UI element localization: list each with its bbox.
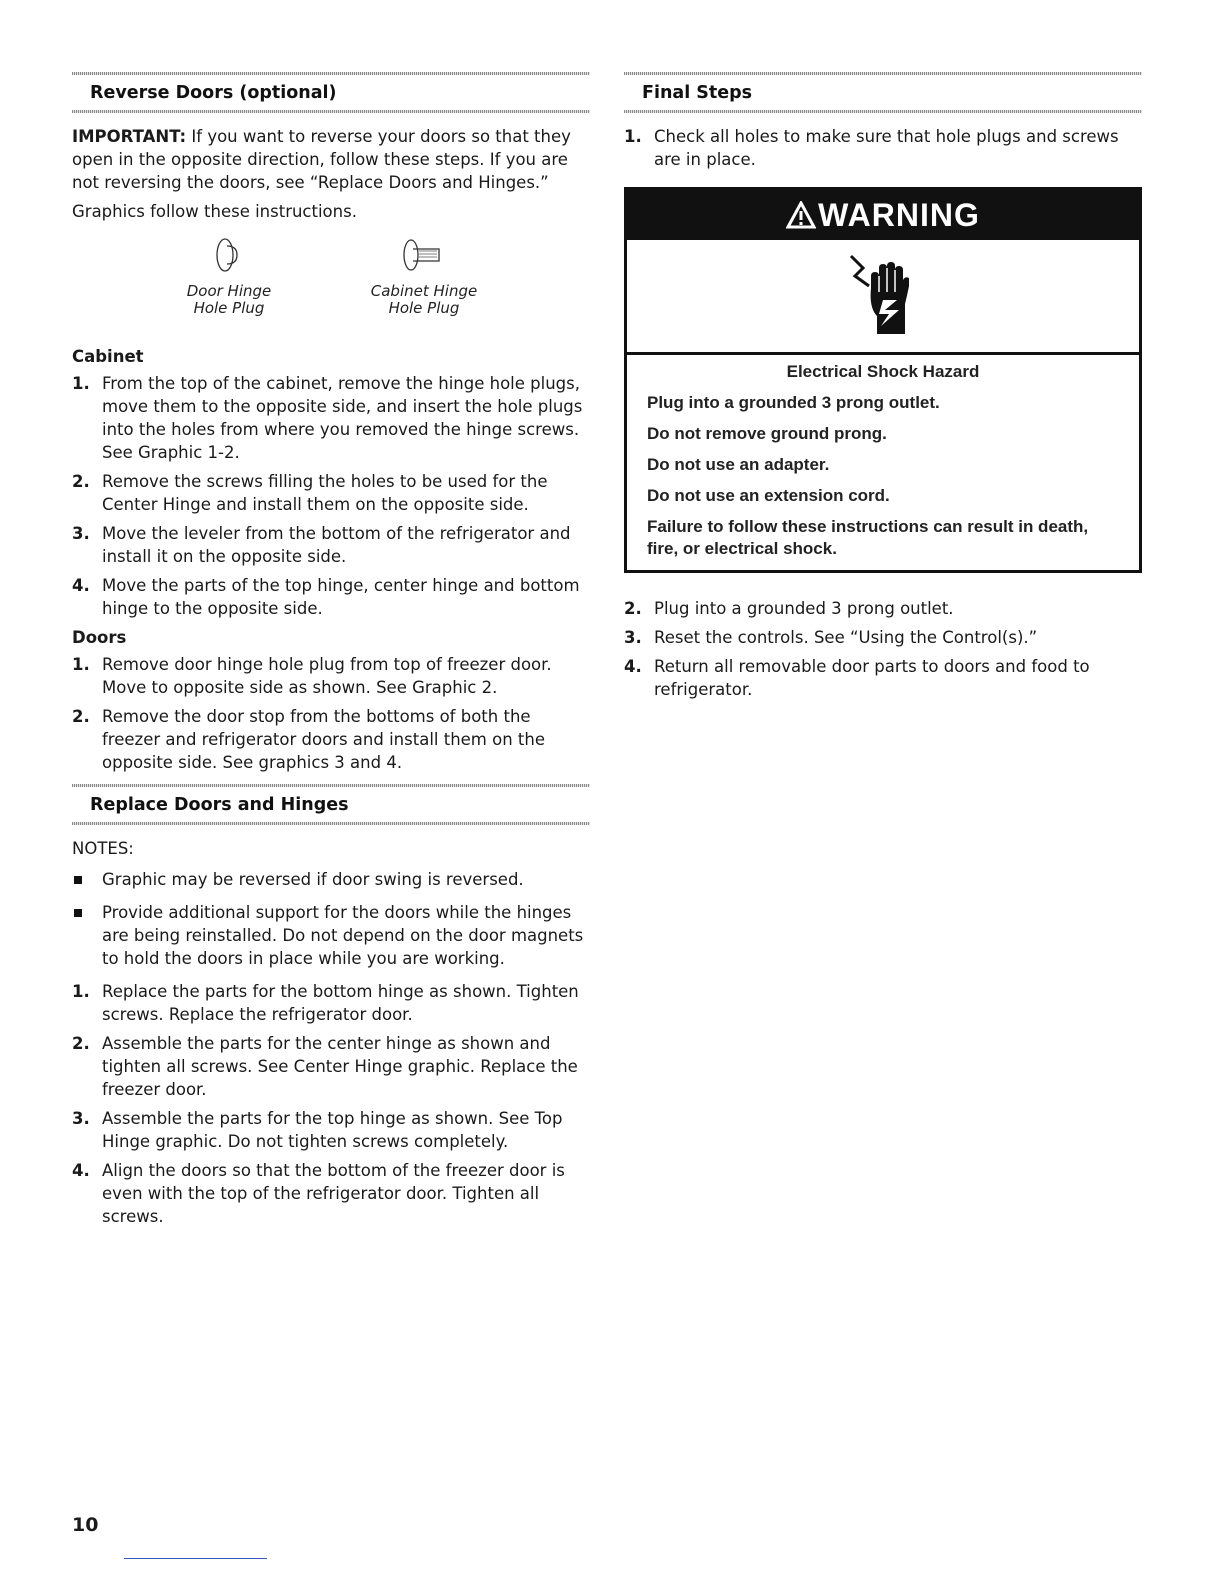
list-item xyxy=(624,626,1142,649)
list-item xyxy=(72,901,590,970)
step-text: Remove the door stop from the bottoms of both the freezer and refrigerator doors and install them on the opposite side. See graphics 3 and 4. xyxy=(102,707,546,772)
final-steps-header xyxy=(624,72,1142,113)
warning-body xyxy=(627,355,1139,570)
warning-line: Failure to follow these instructions can result in death, fire, or electrical shock. xyxy=(647,517,1089,558)
note-text: Provide additional support for the doors while the hinges are being reinstalled. Do not depend on the door magnets to hold the doors in place while you are working. xyxy=(102,903,584,968)
warning-line: Do not use an extension cord. xyxy=(647,486,890,505)
list-item xyxy=(624,125,1142,171)
cabinet-hinge-hole-plug-icon xyxy=(389,227,459,283)
step-number: 2. xyxy=(624,599,642,618)
step-text: Check all holes to make sure that hole plugs and screws are in place. xyxy=(654,127,1119,169)
bullet-icon xyxy=(74,876,82,884)
note-text: Graphic may be reversed if door swing is reversed. xyxy=(102,870,524,889)
step-number: 1. xyxy=(624,127,642,146)
page-number: 10 xyxy=(72,1514,99,1536)
list-item xyxy=(72,470,590,516)
shock-hazard-image xyxy=(627,240,1139,355)
hole-plug-graphics xyxy=(72,227,590,339)
hazard-title: Electrical Shock Hazard xyxy=(786,362,980,381)
step-text: Remove the screws filling the holes to be used for the Center Hinge and install them on the opposite side. xyxy=(102,472,548,514)
final-steps-title: Final Steps xyxy=(642,83,753,103)
warning-title: WARNING xyxy=(818,196,980,233)
important-label: IMPORTANT: xyxy=(72,127,187,146)
step-number: 2. xyxy=(72,707,90,726)
list-item xyxy=(72,868,590,891)
door-hinge-hole-plug-icon xyxy=(199,227,259,283)
warning-line: Do not remove ground prong. xyxy=(647,424,887,443)
step-number: 3. xyxy=(624,628,642,647)
final-steps-rest xyxy=(624,597,1142,701)
door-hinge-caption-line1: Door Hinge xyxy=(186,282,272,300)
list-item xyxy=(72,705,590,774)
step-text: Remove door hinge hole plug from top of freezer door. Move to opposite side as shown. See Graphic 2. xyxy=(102,655,552,697)
step-text: Replace the parts for the bottom hinge as shown. Tighten screws. Replace the refrigerator door. xyxy=(102,982,579,1024)
door-hinge-caption-line2: Hole Plug xyxy=(193,299,265,317)
cabinet-heading: Cabinet xyxy=(72,347,144,366)
list-item xyxy=(72,1107,590,1153)
step-number: 3. xyxy=(72,1109,90,1128)
step-text: Move the leveler from the bottom of the refrigerator and install it on the opposite side. xyxy=(102,524,571,566)
list-item xyxy=(72,653,590,699)
list-item xyxy=(72,1032,590,1101)
step-text: Reset the controls. See “Using the Control(s).” xyxy=(654,628,1038,647)
step-text: Assemble the parts for the top hinge as shown. See Top Hinge graphic. Do not tighten screws completely. xyxy=(102,1109,563,1151)
cabinet-hinge-caption-line1: Cabinet Hinge xyxy=(370,282,478,300)
right-column xyxy=(624,72,1142,707)
left-column xyxy=(72,72,590,1234)
list-item xyxy=(624,597,1142,620)
warning-header xyxy=(627,190,1139,240)
step-text: From the top of the cabinet, remove the hinge hole plugs, move them to the opposite side, and insert the hole plugs into the holes from where you removed the hinge screws. See Graphic 1-2. xyxy=(102,374,583,462)
cabinet-hinge-hole-plug xyxy=(349,227,499,317)
list-item xyxy=(72,574,590,620)
cabinet-steps xyxy=(72,372,590,620)
step-number: 1. xyxy=(72,655,90,674)
bullet-icon xyxy=(74,909,82,917)
notes-label: NOTES: xyxy=(72,839,134,858)
graphics-note: Graphics follow these instructions. xyxy=(72,202,357,221)
replace-steps xyxy=(72,980,590,1228)
replace-doors-title: Replace Doors and Hinges xyxy=(90,795,349,815)
warning-triangle-icon xyxy=(786,201,816,229)
step-text: Return all removable door parts to doors and food to refrigerator. xyxy=(654,657,1090,699)
list-item xyxy=(72,1159,590,1228)
important-text: If you want to reverse your doors so that they open in the opposite direction, follow these steps. If you are not reversing the doors, see “Replace Doors and Hinges.” xyxy=(72,127,571,192)
notes-list xyxy=(72,868,590,970)
list-item xyxy=(72,372,590,464)
step-number: 2. xyxy=(72,472,90,491)
step-text: Plug into a grounded 3 prong outlet. xyxy=(654,599,954,618)
warning-box xyxy=(624,187,1142,573)
header-rule-bottom xyxy=(72,822,590,825)
reverse-doors-header xyxy=(72,72,590,113)
step-number: 1. xyxy=(72,374,90,393)
header-rule-bottom xyxy=(624,110,1142,113)
important-paragraph xyxy=(72,125,590,194)
replace-doors-header xyxy=(72,784,590,825)
footer-rule xyxy=(124,1558,267,1559)
list-item xyxy=(72,980,590,1026)
warning-line: Plug into a grounded 3 prong outlet. xyxy=(647,393,940,412)
step-text: Assemble the parts for the center hinge as shown and tighten all screws. See Center Hinge graphic. Replace the freezer door. xyxy=(102,1034,578,1099)
step-number: 4. xyxy=(72,576,90,595)
list-item xyxy=(72,522,590,568)
step-text: Move the parts of the top hinge, center hinge and bottom hinge to the opposite side. xyxy=(102,576,580,618)
list-item xyxy=(624,655,1142,701)
final-steps-first xyxy=(624,125,1142,171)
step-number: 2. xyxy=(72,1034,90,1053)
cabinet-hinge-caption-line2: Hole Plug xyxy=(388,299,460,317)
step-number: 4. xyxy=(624,657,642,676)
electric-shock-hand-icon xyxy=(833,246,933,346)
header-rule-bottom xyxy=(72,110,590,113)
step-number: 1. xyxy=(72,982,90,1001)
reverse-doors-title: Reverse Doors (optional) xyxy=(90,83,337,103)
warning-line: Do not use an adapter. xyxy=(647,455,830,474)
doors-heading: Doors xyxy=(72,628,127,647)
doors-steps xyxy=(72,653,590,774)
door-hinge-hole-plug xyxy=(154,227,304,317)
step-number: 3. xyxy=(72,524,90,543)
step-text: Align the doors so that the bottom of the freezer door is even with the top of the refrigerator door. Tighten all screws. xyxy=(102,1161,565,1226)
step-number: 4. xyxy=(72,1161,90,1180)
